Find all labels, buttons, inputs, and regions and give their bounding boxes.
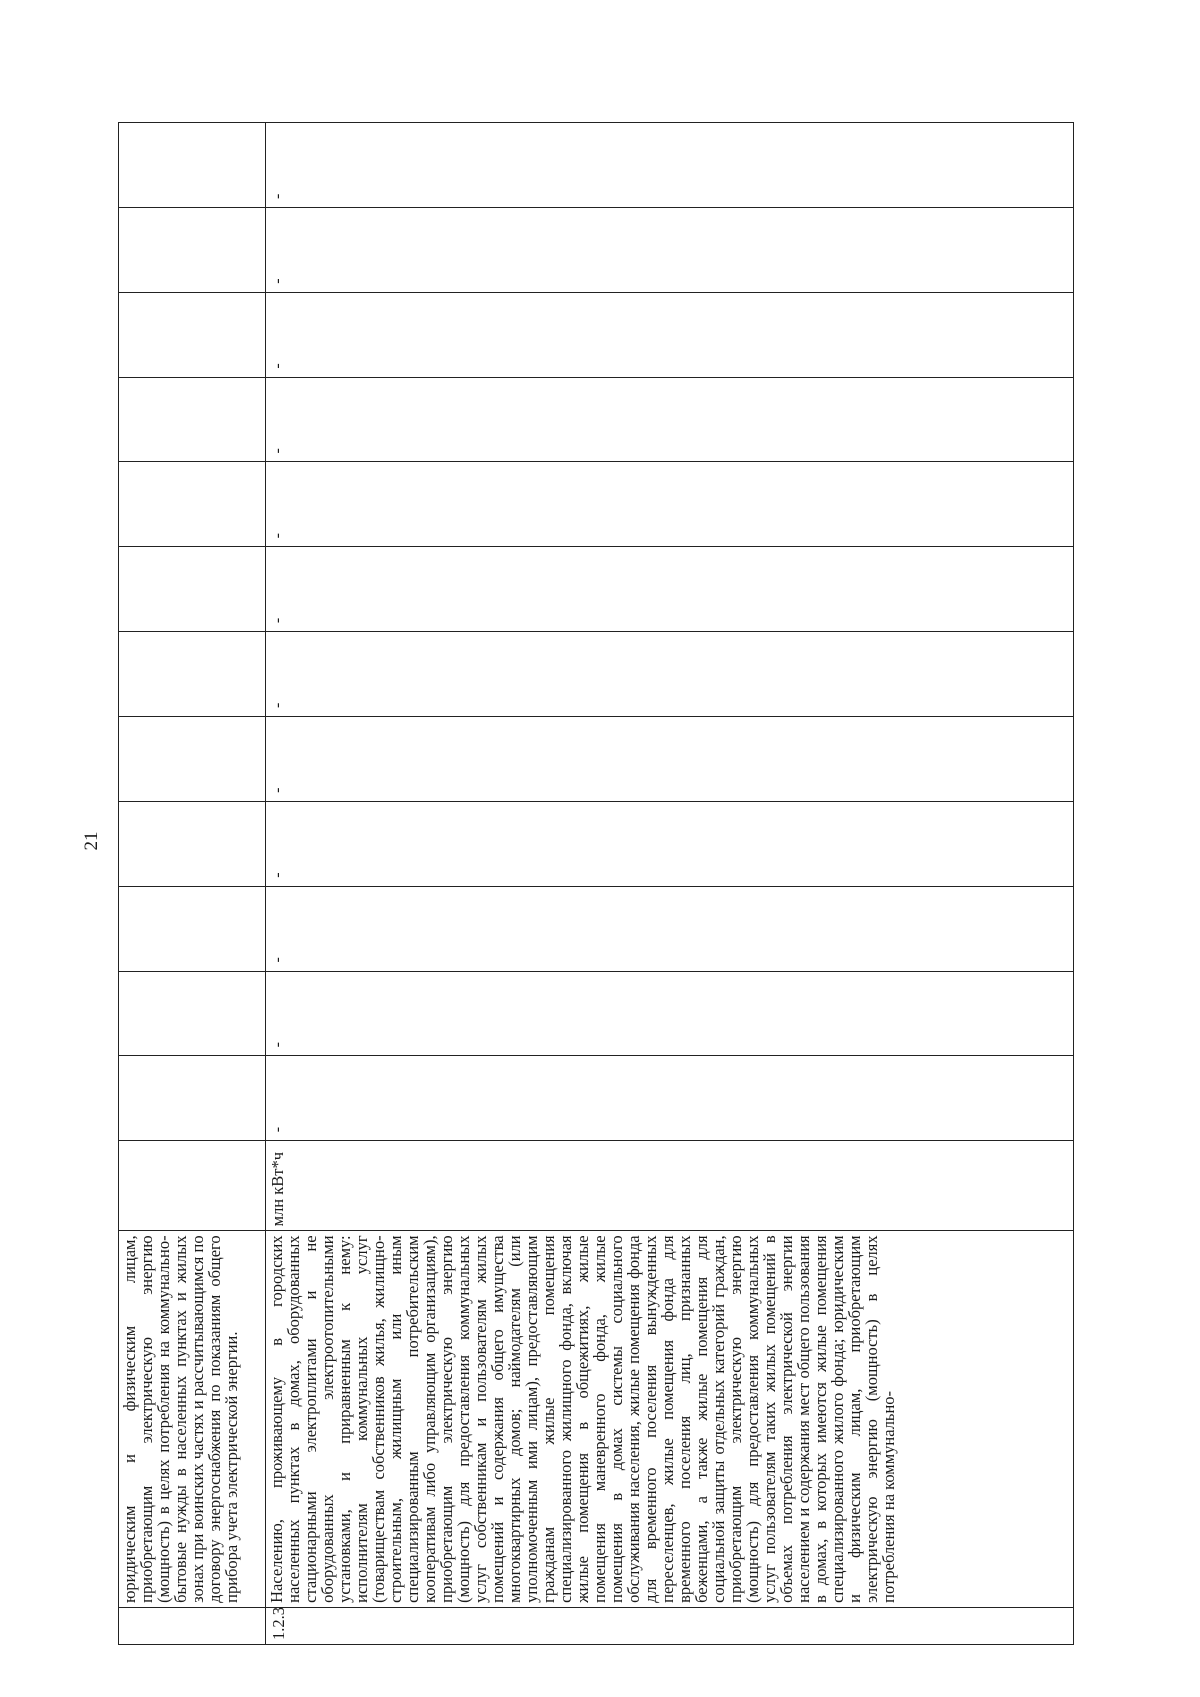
row-name-cell: юридическим и физическим лицам, приобретающим электрическую энергию (мощность) в целях потребления на коммунально-бытовые нужды в населенных пунктах и жилых зонах при воинских частях и рассчитывающимся по договору энергоснабжения по показаниям общего прибора учета электрической энергии. — [119, 1231, 266, 1608]
value-cell: - — [266, 207, 1074, 292]
value-cell: - — [266, 971, 1074, 1056]
value-cell: - — [266, 462, 1074, 547]
value-cell — [119, 123, 266, 208]
value-cell — [119, 377, 266, 462]
value-cell: - — [266, 886, 1074, 971]
value-cell — [119, 462, 266, 547]
value-cell — [119, 886, 266, 971]
value-cell — [119, 632, 266, 717]
value-cell: - — [266, 377, 1074, 462]
value-cell: - — [266, 717, 1074, 802]
value-cell — [119, 971, 266, 1056]
value-cell: - — [266, 801, 1074, 886]
table-row — [266, 123, 1074, 1645]
table-row — [119, 123, 266, 1645]
page-number: 21 — [81, 831, 102, 851]
value-cell: - — [266, 1056, 1074, 1141]
value-cell — [119, 801, 266, 886]
row-name-cell: Населению, проживающему в городских населенных пунктах в домах, оборудованных стационарными электроплитами и не оборудованных электроотопительными установками, и приравненным к нему: исполнителям коммунальных услуг (товариществам собственников жилья, жилищно-строительным, жилищным или иным специализированным потребительским кооперативам либо управляющим организациям), приобретающим электрическую энергию (мощность) для предоставления коммунальных услуг собственникам и пользователям жилых помещений и содержания общего имущества многоквартирных домов; наймодателям (или уполномоченным ими лицам), предоставляющим гражданам жилые помещения специализированного жилищного фонда, включая жилые помещения в общежитиях, жилые помещения маневренного фонда, жилые помещения в домах системы социального обслуживания населения, жилые помещения фонда для временного поселения вынужденных переселенцев, жилые помещения фонда для временного поселения лиц, признанных беженцами, а также жилые помещения для социальной защиты отдельных категорий граждан, приобретающим электрическую энергию (мощность) для предоставления коммунальных услуг пользователям таких жилых помещений в объемах потребления электрической энергии населением и содержания мест общего пользования в домах, в которых имеются жилые помещения специализированного жилого фонда; юридическим и физическим лицам, приобретающим электрическую энергию (мощность) в целях потребления на коммунально- — [266, 1231, 1074, 1608]
value-cell — [119, 207, 266, 292]
value-cell — [119, 292, 266, 377]
row-number-cell — [119, 1607, 266, 1644]
tariff-table — [118, 122, 1074, 1645]
value-cell — [119, 717, 266, 802]
value-cell: - — [266, 292, 1074, 377]
rotated-table-container — [118, 122, 1073, 1645]
row-number-cell: 1.2.3 — [266, 1607, 1074, 1644]
row-unit-cell: млн кВт*ч — [266, 1141, 1074, 1231]
value-cell: - — [266, 547, 1074, 632]
value-cell — [119, 1056, 266, 1141]
row-unit-cell — [119, 1141, 266, 1231]
value-cell — [119, 547, 266, 632]
value-cell: - — [266, 632, 1074, 717]
value-cell: - — [266, 123, 1074, 208]
